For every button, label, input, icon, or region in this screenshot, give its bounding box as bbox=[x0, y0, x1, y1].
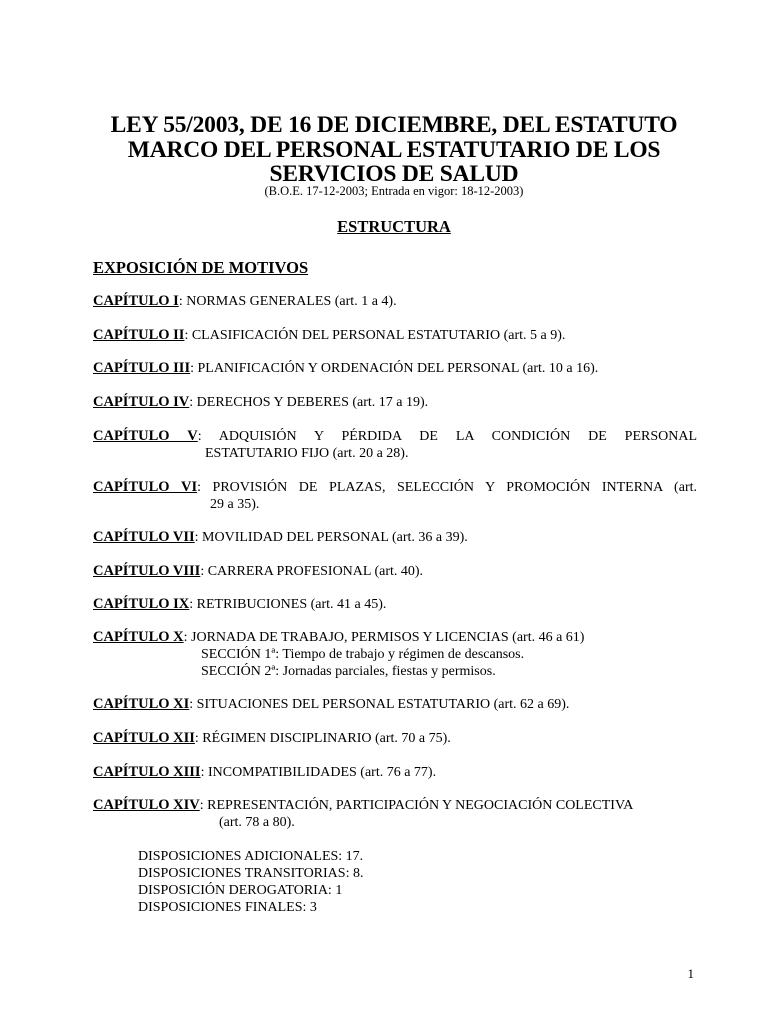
chapter-title: : MOVILIDAD DEL PERSONAL (art. 36 a 39). bbox=[194, 530, 468, 545]
page-number: 1 bbox=[687, 966, 694, 981]
chapter-title: : ADQUISIÓN Y PÉRDIDA DE LA CONDICIÓN DE PERSONAL bbox=[197, 429, 697, 444]
chapter-entry bbox=[93, 563, 697, 580]
chapter-title-continuation: 29 a 35). bbox=[210, 497, 260, 512]
chapter-label: CAPÍTULO IX bbox=[93, 596, 190, 612]
chapter-title: : NORMAS GENERALES (art. 1 a 4). bbox=[178, 294, 397, 309]
chapter-label: CAPÍTULO X bbox=[93, 629, 184, 645]
chapter-entry bbox=[93, 394, 697, 411]
chapter-entry bbox=[93, 529, 697, 546]
chapter-entry bbox=[93, 428, 697, 462]
chapter-entry bbox=[93, 797, 697, 831]
chapter-title: : CARRERA PROFESIONAL (art. 40). bbox=[200, 564, 424, 579]
chapter-section: SECCIÓN 1ª: Tiempo de trabajo y régimen de descansos. bbox=[201, 647, 525, 662]
chapter-label: CAPÍTULO VII bbox=[93, 529, 195, 545]
section-heading-exposicion: EXPOSICIÓN DE MOTIVOS bbox=[93, 258, 309, 277]
chapter-label: CAPÍTULO II bbox=[93, 327, 185, 343]
chapter-title: : CLASIFICACIÓN DEL PERSONAL ESTATUTARIO (art. 5 a 9). bbox=[184, 328, 566, 343]
chapter-label: CAPÍTULO XIV bbox=[93, 797, 200, 813]
chapter-entry bbox=[93, 764, 697, 781]
dispositions-list bbox=[138, 848, 363, 916]
disposition-item: DISPOSICIONES TRANSITORIAS: 8. bbox=[138, 866, 364, 881]
chapter-title: : INCOMPATIBILIDADES (art. 76 a 77). bbox=[200, 765, 437, 780]
chapter-title: : RÉGIMEN DISCIPLINARIO (art. 70 a 75). bbox=[194, 731, 451, 746]
chapter-title: : DERECHOS Y DEBERES (art. 17 a 19). bbox=[189, 395, 429, 410]
chapter-label: CAPÍTULO I bbox=[93, 293, 179, 309]
chapter-entry bbox=[93, 327, 697, 344]
chapter-title: : SITUACIONES DEL PERSONAL ESTATUTARIO (art. 62 a 69). bbox=[189, 697, 570, 712]
chapter-entry bbox=[93, 696, 697, 713]
chapter-section: SECCIÓN 2ª: Jornadas parciales, fiestas y permisos. bbox=[201, 664, 496, 679]
chapter-title: : PROVISIÓN DE PLAZAS, SELECCIÓN Y PROMOCIÓN INTERNA (art. bbox=[197, 480, 697, 495]
chapter-entry bbox=[93, 293, 697, 310]
chapter-label: CAPÍTULO IV bbox=[93, 394, 190, 410]
chapter-label: CAPÍTULO VIII bbox=[93, 563, 201, 579]
disposition-item: DISPOSICIONES ADICIONALES: 17. bbox=[138, 849, 364, 864]
chapter-title: : RETRIBUCIONES (art. 41 a 45). bbox=[189, 597, 387, 612]
document-title bbox=[80, 113, 708, 187]
chapter-title: : JORNADA DE TRABAJO, PERMISOS Y LICENCIAS (art. 46 a 61) bbox=[183, 630, 585, 645]
disposition-item: DISPOSICIONES FINALES: 3 bbox=[138, 900, 317, 915]
title-line-3: SERVICIOS DE SALUD bbox=[269, 161, 519, 187]
chapter-title: : REPRESENTACIÓN, PARTICIPACIÓN Y NEGOCIACIÓN COLECTIVA bbox=[199, 798, 634, 813]
chapter-title: : PLANIFICACIÓN Y ORDENACIÓN DEL PERSONAL (art. 10 a 16). bbox=[190, 361, 599, 376]
chapter-label: CAPÍTULO XII bbox=[93, 730, 195, 746]
chapter-label: CAPÍTULO V bbox=[93, 428, 198, 444]
chapter-label: CAPÍTULO XI bbox=[93, 696, 190, 712]
chapter-entry bbox=[93, 596, 697, 613]
title-line-1: LEY 55/2003, DE 16 DE DICIEMBRE, DEL ESTATUTO bbox=[110, 112, 678, 138]
chapter-entry bbox=[93, 730, 697, 747]
title-line-2: MARCO DEL PERSONAL ESTATUTARIO DE LOS bbox=[127, 136, 661, 163]
chapter-entry bbox=[93, 479, 697, 513]
chapter-entry bbox=[93, 629, 697, 680]
chapter-label: CAPÍTULO XIII bbox=[93, 764, 201, 780]
disposition-item: DISPOSICIÓN DEROGATORIA: 1 bbox=[138, 883, 343, 898]
section-heading-estructura: ESTRUCTURA bbox=[337, 217, 451, 236]
chapter-label: CAPÍTULO III bbox=[93, 360, 191, 376]
chapter-title-continuation: ESTATUTARIO FIJO (art. 20 a 28). bbox=[205, 446, 409, 461]
chapter-label: CAPÍTULO VI bbox=[93, 479, 198, 495]
chapter-title-continuation: (art. 78 a 80). bbox=[219, 815, 295, 830]
chapter-entry bbox=[93, 360, 697, 377]
boe-reference: (B.O.E. 17-12-2003; Entrada en vigor: 18-12-2003) bbox=[264, 184, 524, 198]
